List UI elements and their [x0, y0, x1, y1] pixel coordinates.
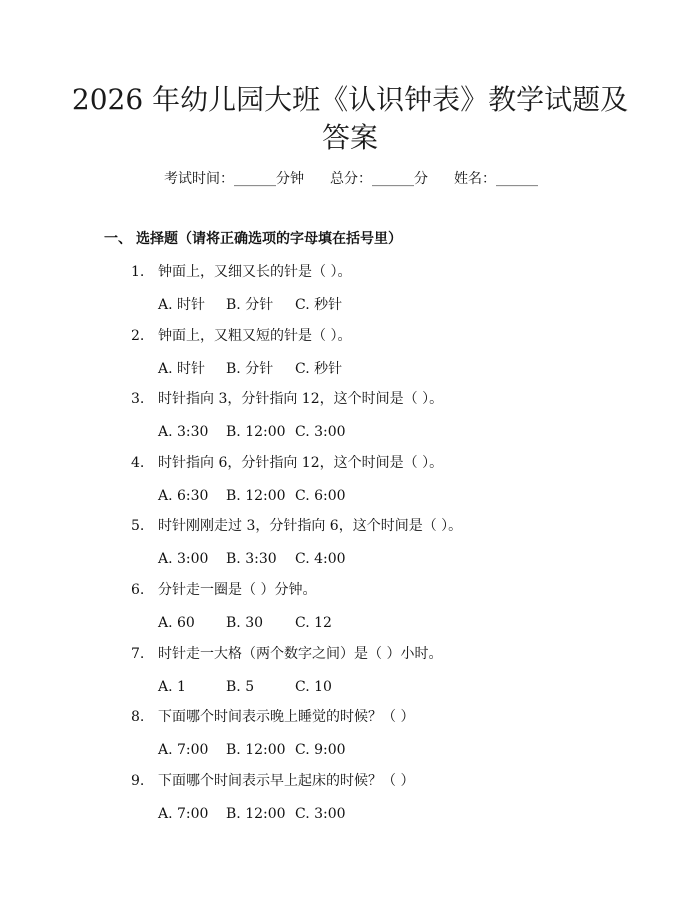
question-text: 下面哪个时间表示早上起床的时候？（ ）: [158, 772, 415, 789]
question-number: 9.: [131, 772, 145, 789]
option-a: A. 3:30: [158, 424, 209, 441]
question-item: [0, 707, 700, 771]
question-text: 时针走一大格（两个数字之间）是（ ）小时。: [158, 645, 443, 662]
option-a: A. 7:00: [158, 742, 209, 759]
option-a: A. 1: [158, 678, 186, 695]
option-c: C. 10: [295, 678, 332, 695]
question-number: 7.: [131, 645, 145, 662]
page-title-line-2: 答案: [321, 121, 378, 154]
question-number: 2.: [131, 327, 145, 344]
option-a: A. 7:00: [158, 805, 209, 822]
question-text: 钟面上，又细又长的针是（ ）。: [158, 264, 352, 280]
question-item: [0, 644, 700, 708]
question-number: 4.: [131, 454, 145, 471]
option-a: A. 6:30: [158, 487, 209, 504]
question-item: [0, 516, 700, 580]
option-b: B. 分针: [226, 360, 274, 377]
option-b: B. 12:00: [226, 424, 286, 441]
question-number: 8.: [131, 709, 145, 726]
option-c: C. 秒针: [295, 360, 343, 377]
question-text: 时针刚刚走过 3，分针指向 6，这个时间是（ ）。: [158, 518, 463, 535]
option-c: C. 3:00: [295, 424, 346, 441]
option-a: A. 3:00: [158, 551, 209, 568]
question-item: [0, 326, 700, 390]
option-b: B. 3:30: [226, 551, 277, 568]
question-text: 时针指向 6，分针指向 12，这个时间是（ ）。: [158, 454, 444, 471]
section-number: 一、: [104, 231, 132, 247]
option-a: A. 时针: [158, 297, 206, 313]
question-text: 钟面上，又粗又短的针是（ ）。: [158, 327, 352, 344]
page-title-line-1: 2026 年幼儿园大班《认识钟表》教学试题及: [71, 83, 629, 116]
question-number: 5.: [131, 518, 145, 535]
option-b: B. 30: [226, 615, 264, 631]
option-b: B. 12:00: [226, 805, 286, 822]
question-number: 1.: [131, 264, 145, 280]
section-heading: [104, 229, 402, 249]
option-b: B. 分针: [226, 297, 274, 313]
question-text: 时针指向 3，分针指向 12，这个时间是（ ）。: [158, 391, 444, 408]
question-text: 下面哪个时间表示晚上睡觉的时候？（ ）: [158, 709, 415, 726]
question-item: [0, 262, 700, 326]
option-b: B. 5: [226, 678, 255, 695]
question-item: [0, 771, 700, 835]
option-c: C. 12: [295, 615, 332, 631]
option-b: B. 12:00: [226, 487, 286, 504]
option-c: C. 3:00: [295, 805, 346, 822]
option-c: C. 6:00: [295, 487, 346, 504]
exam-time-field: 考试时间：______分钟: [164, 171, 304, 187]
total-score-field: 总分：______分: [330, 171, 428, 187]
option-c: C. 9:00: [295, 742, 346, 759]
option-a: A. 时针: [158, 360, 206, 377]
question-item: [0, 580, 700, 644]
question-text: 分针走一圈是（ ）分钟。: [158, 582, 317, 598]
option-c: C. 4:00: [295, 551, 346, 568]
option-b: B. 12:00: [226, 742, 286, 759]
question-number: 6.: [131, 582, 145, 598]
name-field: 姓名：______: [454, 171, 538, 187]
option-a: A. 60: [158, 615, 195, 631]
option-c: C. 秒针: [295, 297, 343, 313]
section-title: 选择题（请将正确选项的字母填在括号里）: [136, 231, 402, 247]
question-number: 3.: [131, 391, 145, 408]
question-item: [0, 389, 700, 453]
question-item: [0, 453, 700, 517]
